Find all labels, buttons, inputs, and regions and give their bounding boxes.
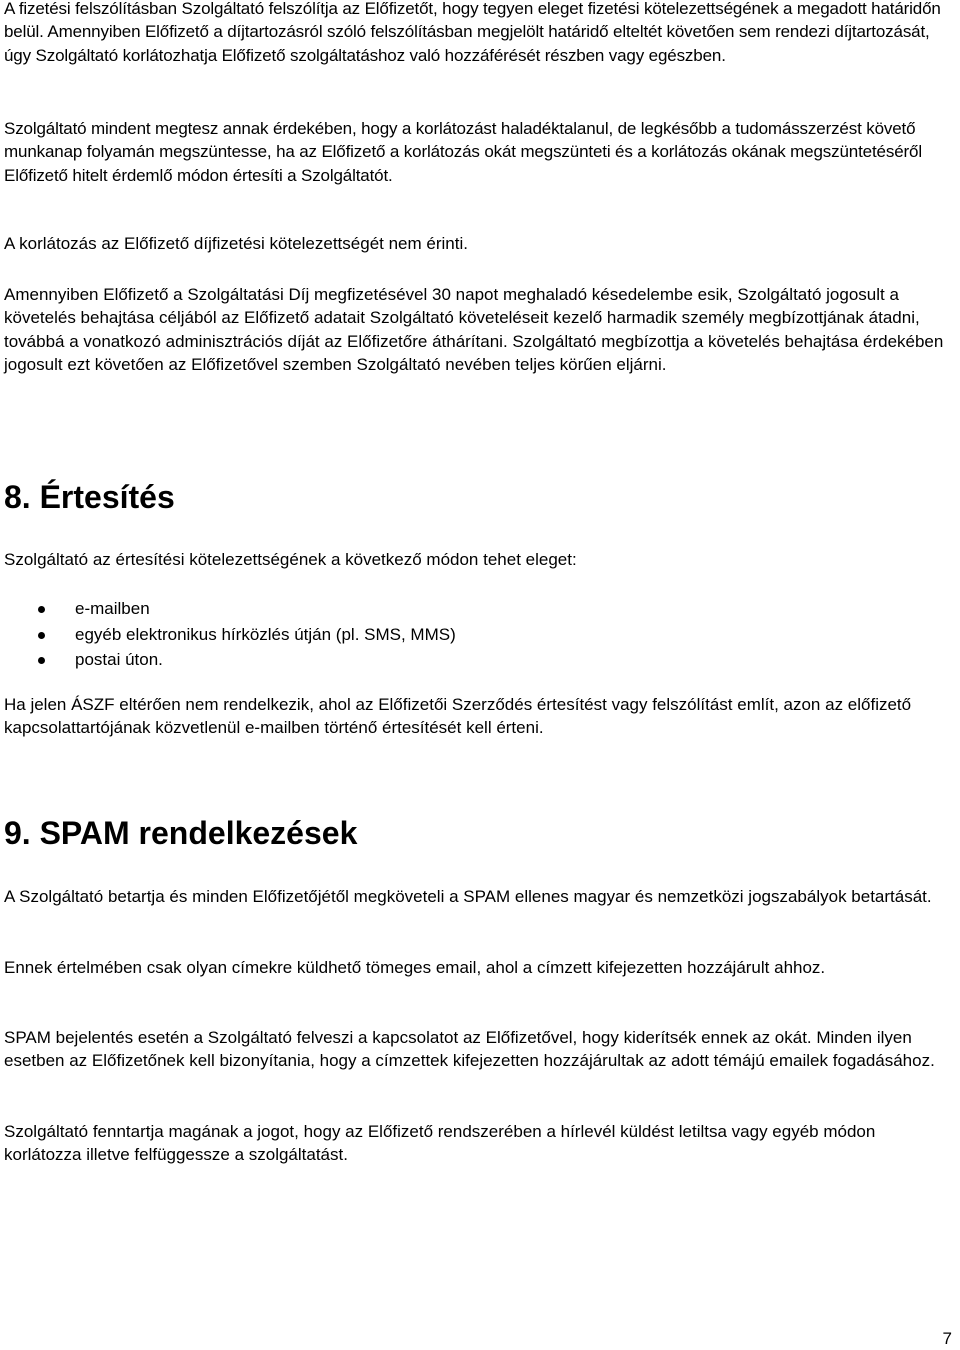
notification-methods-list [4, 596, 904, 673]
paragraph-restriction-note: A korlátozás az Előfizető díjfizetési kötelezettségét nem érinti. [4, 234, 468, 253]
bullet-icon [38, 606, 45, 613]
section-9-paragraph-3: SPAM bejelentés esetén a Szolgáltató felveszi a kapcsolatot az Előfizetővel, hogy kiderítsék ennek az okát. Minden ilyen esetben az Előfizetőnek kell bizonyítania, hogy a címzettek kifejezetten hozzájárultak az adott témájú emailek fogadásához. [4, 1028, 935, 1071]
list-item: e-mailben [4, 596, 904, 622]
section-9-paragraph-4: Szolgáltató fenntartja magának a jogot, hogy az Előfizető rendszerében a hírlevél küldést letiltsa vagy egyéb módon korlátozza illetve felfüggessze a szolgáltatást. [4, 1122, 876, 1165]
paragraph-restriction-removal: Szolgáltató mindent megtesz annak érdekében, hogy a korlátozást haladéktalanul, de legkésőbb a tudomásszerzést követő munkanap folyamán megszüntesse, ha az Előfizető a korlátozás okát megszünteti és a korlátozás okának megszüntetéséről Előfizető hitelt érdemlő módon értesíti a Szolgáltatót. [4, 119, 922, 185]
paragraph-payment-notice: A fizetési felszólításban Szolgáltató felszólítja az Előfizetőt, hogy tegyen eleget fizetési kötelezettségének a megadott határidőn belül. Amennyiben Előfizető a díjtartozásról szóló felszólításban megjelölt határidő elteltét követően sem rendezi díjtartozását, úgy Szolgáltató korlátozhatja Előfizető szolgáltatáshoz való hozzáférését részben vagy egészben. [4, 0, 941, 65]
list-item: postai úton. [4, 647, 904, 673]
paragraph-debt-collection: Amennyiben Előfizető a Szolgáltatási Díj megfizetésével 30 napot meghaladó késedelembe esik, Szolgáltató jogosult a követelés behajtása céljából az Előfizető adatait Szolgáltató követeléseit kezelő harmadik személy megbízottjának átadni, továbbá a vonatkozó adminisztrációs díját az Előfizetőre áthárítani. Szolgáltató megbízottja a követelés behajtása érdekében jogosult ezt követően az Előfizetővel szemben Szolgáltató nevében teljes körűen eljárni. [4, 285, 944, 374]
page-number: 7 [942, 1329, 952, 1348]
section-8-heading: 8. Értesítés [4, 479, 175, 515]
list-item: egyéb elektronikus hírközlés útján (pl. SMS, MMS) [4, 622, 904, 648]
section-8-intro: Szolgáltató az értesítési kötelezettségének a következő módon tehet eleget: [4, 550, 577, 569]
section-9-heading: 9. SPAM rendelkezések [4, 815, 358, 851]
bullet-icon [38, 657, 45, 664]
section-9-paragraph-1: A Szolgáltató betartja és minden Előfizetőjétől megköveteli a SPAM ellenes magyar és nemzetközi jogszabályok betartását. [4, 887, 932, 906]
section-9-paragraph-2: Ennek értelmében csak olyan címekre küldhető tömeges email, ahol a címzett kifejezetten hozzájárult ahhoz. [4, 958, 826, 977]
section-8-note: Ha jelen ÁSZF eltérően nem rendelkezik, ahol az Előfizetői Szerződés értesítést vagy felszólítást említ, azon az előfizető kapcsolattartójának közvetlenül e-mailben történő értesítését kell érteni. [4, 695, 912, 738]
bullet-icon [38, 632, 45, 639]
